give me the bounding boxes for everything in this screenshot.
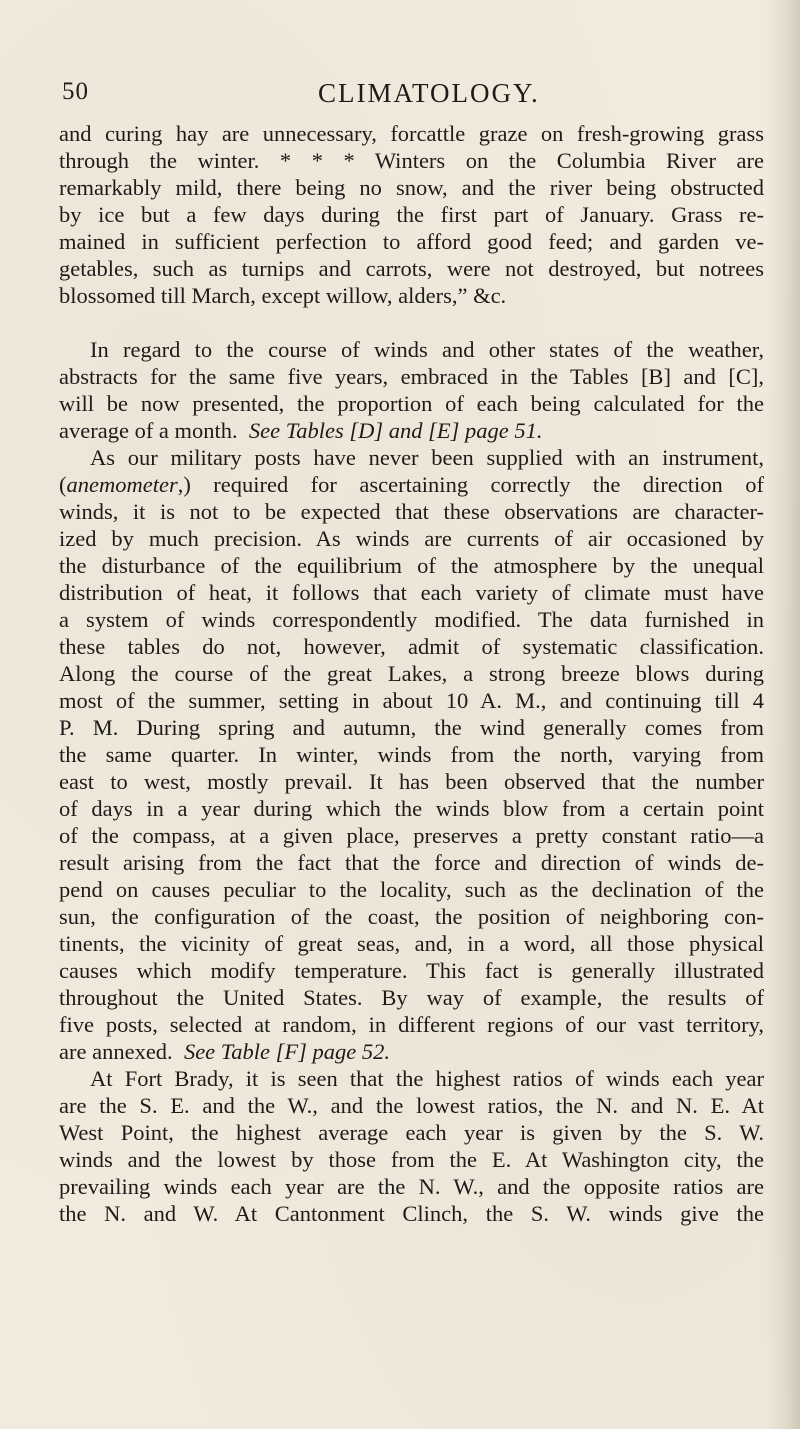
- text-line: these tables do not, however, admit of systematic classification.: [59, 634, 764, 659]
- text-line: five posts, selected at random, in different regions of our vast territory,: [59, 1012, 764, 1037]
- text-line: through the winter. * * * Winters on the Columbia River are: [59, 148, 764, 173]
- text-line: West Point, the highest average each year is given by the S. W.: [59, 1120, 764, 1145]
- text-fragment: average of a month.: [59, 418, 238, 443]
- text-line: (anemometer,) required for ascertaining correctly the direction of: [59, 472, 764, 497]
- text-line: At Fort Brady, it is seen that the highest ratios of winds each year: [90, 1066, 764, 1091]
- running-head: CLIMATOLOGY.: [318, 78, 540, 108]
- text-line: most of the summer, setting in about 10 A. M., and continuing till 4: [59, 688, 764, 713]
- body-text: [59, 120, 764, 1227]
- text-line: causes which modify temperature. This fact is generally illustrated: [59, 958, 764, 983]
- page-header: [62, 78, 782, 114]
- text-line: prevailing winds each year are the N. W., and the opposite ratios are: [59, 1174, 764, 1199]
- table-reference: See Table [F] page 52.: [183, 1039, 390, 1064]
- text-line: winds and the lowest by those from the E. At Washington city, the: [59, 1147, 764, 1172]
- text-line: the disturbance of the equilibrium of the atmosphere by the unequal: [59, 553, 764, 578]
- text-line: the same quarter. In winter, winds from the north, varying from: [59, 742, 764, 767]
- italic-term: anemometer: [66, 472, 178, 497]
- text-line: tinents, the vicinity of great seas, and, in a word, all those physical: [59, 931, 764, 956]
- text-line: by ice but a few days during the first part of January. Grass re-: [59, 202, 764, 227]
- text-line: of days in a year during which the winds blow from a certain point: [59, 796, 764, 821]
- paragraph-gap: [59, 309, 764, 336]
- text-line: getables, such as turnips and carrots, were not destroyed, but notrees: [59, 256, 764, 281]
- text-line: winds, it is not to be expected that these observations are character-: [59, 499, 764, 524]
- text-line: and curing hay are unnecessary, forcattle graze on fresh-growing grass: [59, 121, 764, 146]
- page-edge-shadow: [766, 0, 800, 1429]
- text-line: remarkably mild, there being no snow, and the river being obstructed: [59, 175, 764, 200]
- text-line: sun, the configuration of the coast, the position of neighboring con-: [59, 904, 764, 929]
- text-line: of the compass, at a given place, preserves a pretty constant ratio—a: [59, 823, 764, 848]
- text-line: ized by much precision. As winds are currents of air occasioned by: [59, 526, 764, 551]
- text-line: will be now presented, the proportion of each being calculated for the: [59, 391, 764, 416]
- text-line: As our military posts have never been supplied with an instrument,: [90, 445, 764, 470]
- text-line: In regard to the course of winds and other states of the weather,: [90, 337, 764, 362]
- text-line: result arising from the fact that the force and direction of winds de-: [59, 850, 764, 875]
- text-line: throughout the United States. By way of example, the results of: [59, 985, 764, 1010]
- text-line: mained in sufficient perfection to afford good feed; and garden ve-: [59, 229, 764, 254]
- text-line: Along the course of the great Lakes, a strong breeze blows during: [59, 661, 764, 686]
- text-line: blossomed till March, except willow, alders,” &c.: [59, 283, 507, 308]
- text-line: the N. and W. At Cantonment Clinch, the S. W. winds give the: [59, 1201, 764, 1226]
- text-line: abstracts for the same five years, embraced in the Tables [B] and [C],: [59, 364, 764, 389]
- text-fragment: are annexed.: [59, 1039, 173, 1064]
- text-line: P. M. During spring and autumn, the wind generally comes from: [59, 715, 764, 740]
- page-number: 50: [62, 78, 89, 105]
- text-line: distribution of heat, it follows that each variety of climate must have: [59, 580, 764, 605]
- text-line: are the S. E. and the W., and the lowest ratios, the N. and N. E. At: [59, 1093, 764, 1118]
- table-reference: See Tables [D] and [E] page 51.: [248, 418, 543, 443]
- text-line: a system of winds correspondently modified. The data furnished in: [59, 607, 764, 632]
- text-line: east to west, mostly prevail. It has been observed that the number: [59, 769, 764, 794]
- text-line: [59, 417, 764, 444]
- text-line: pend on causes peculiar to the locality, such as the declination of the: [59, 877, 764, 902]
- text-line: [59, 1038, 764, 1065]
